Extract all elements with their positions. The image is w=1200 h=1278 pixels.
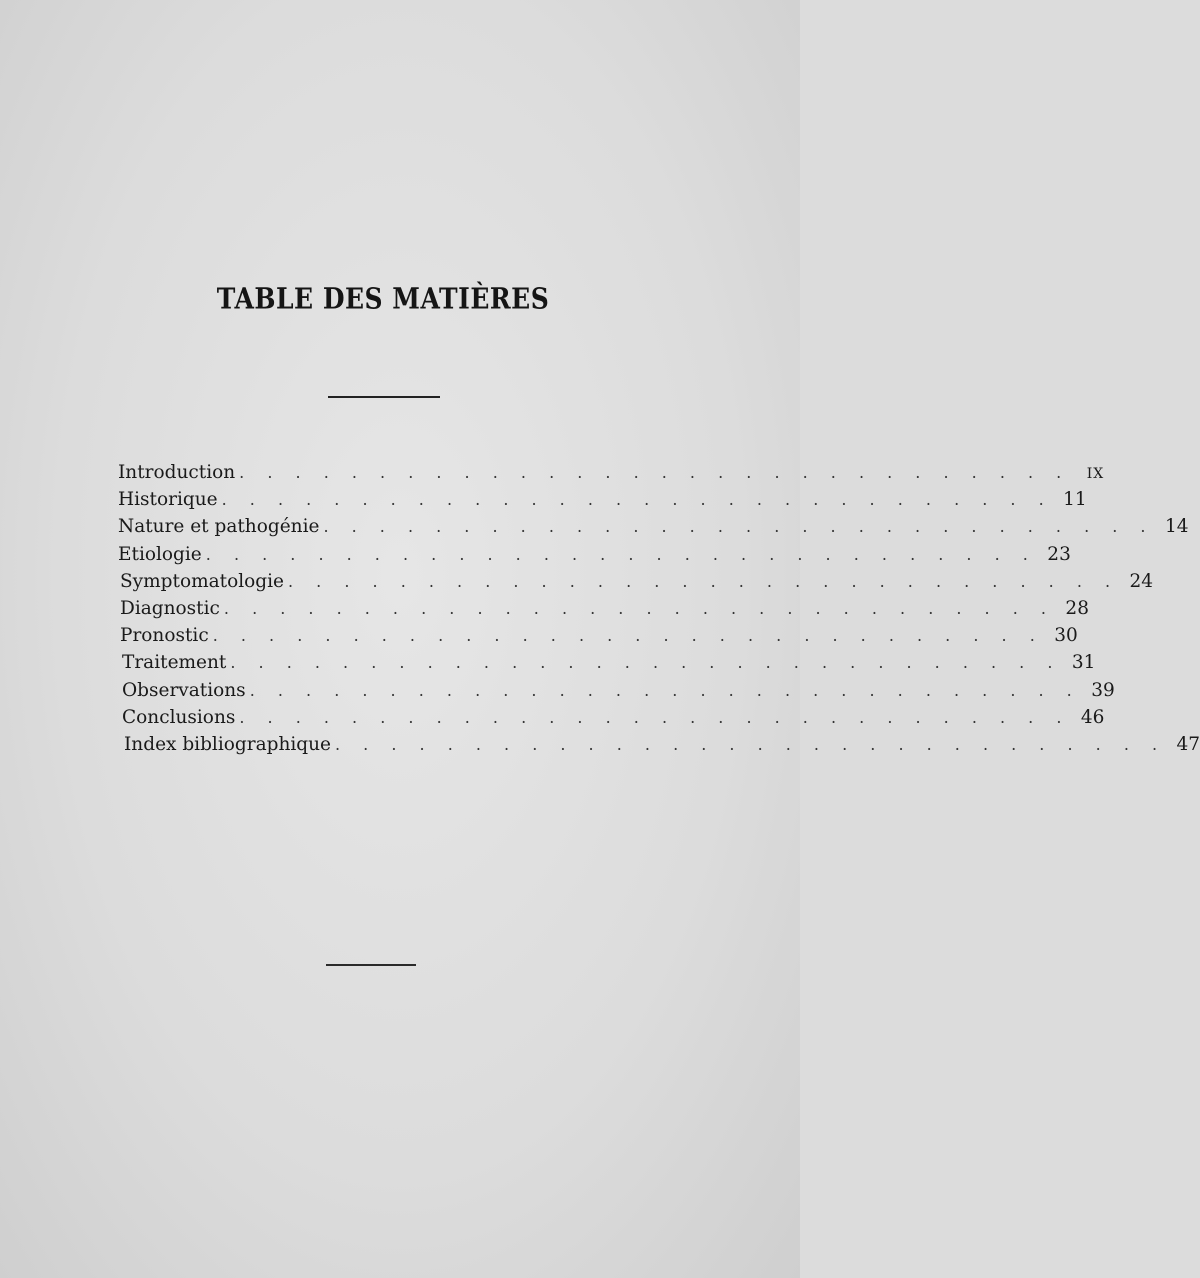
toc-entry-symptomatologie xyxy=(118,570,1154,598)
toc-entry-page: IX xyxy=(1086,466,1105,482)
toc-entry-pronostic xyxy=(118,625,1078,652)
toc-dot-leader: . . . . . . . . . . . . . . . . . . . . . . . . . . . . . . xyxy=(249,680,1081,700)
closing-divider-rule xyxy=(326,964,416,966)
toc-entry-label: Index bibliographique xyxy=(124,733,331,755)
toc-entry-index-bibliographique xyxy=(118,733,1200,761)
toc-entry-label: Introduction xyxy=(118,462,236,483)
toc-entry-page: 24 xyxy=(1129,570,1154,592)
toc-entry-page: 46 xyxy=(1080,706,1105,728)
toc-dot-leader: . . . . . . . . . . . . . . . . . . . . . . . . . . . . . . xyxy=(230,653,1062,673)
toc-entry-label: Symptomatologie xyxy=(120,570,284,592)
table-of-contents xyxy=(118,462,1200,761)
toc-entry-etiologie xyxy=(118,543,1071,571)
toc-entry-page: 47 xyxy=(1176,733,1200,755)
title-divider-rule xyxy=(328,396,440,398)
toc-entry-label: Historique xyxy=(118,489,218,511)
toc-dot-leader: . . . . . . . . . . . . . . . . . . . . . . . . . . . . . . xyxy=(221,490,1053,510)
toc-entry-page: 39 xyxy=(1091,679,1115,701)
toc-dot-leader: . . . . . . . . . . . . . . . . . . . . . . . . . . . . . . xyxy=(239,707,1071,727)
toc-dot-leader: . . . . . . . . . . . . . . . . . . . . . . . . . . . . . . xyxy=(212,626,1044,646)
toc-entry-label: Pronostic xyxy=(120,625,209,647)
toc-entry-label: Traitement xyxy=(122,652,227,674)
toc-entry-page: 30 xyxy=(1054,625,1078,647)
toc-dot-leader: . . . . . . . . . . . . . . . . . . . . . . . . . . . . . . xyxy=(205,544,1037,564)
toc-entry-page: 31 xyxy=(1071,652,1096,674)
toc-entry-observations xyxy=(118,679,1115,707)
toc-entry-page: 23 xyxy=(1047,543,1071,565)
toc-entry-label: Observations xyxy=(122,679,246,701)
toc-entry-label: Etiologie xyxy=(118,543,202,565)
toc-entry-nature-et-pathogenie xyxy=(118,516,1189,543)
toc-entry-diagnostic xyxy=(118,597,1089,625)
toc-dot-leader: . . . . . . . . . . . . . . . . . . . . . . . . . . . . . . xyxy=(288,571,1120,591)
toc-entry-historique xyxy=(118,489,1087,516)
toc-entry-label: Diagnostic xyxy=(120,597,220,619)
toc-entry-page: 28 xyxy=(1065,597,1089,619)
toc-dot-leader: . . . . . . . . . . . . . . . . . . . . . . . . . . . . . . xyxy=(323,517,1155,537)
toc-entry-traitement xyxy=(118,652,1096,679)
toc-entry-conclusions xyxy=(118,706,1105,734)
toc-dot-leader: . . . . . . . . . . . . . . . . . . . . . . . . . . . . . . xyxy=(335,734,1167,754)
toc-entry-label: Nature et pathogénie xyxy=(118,516,320,538)
toc-dot-leader: . . . . . . . . . . . . . . . . . . . . . . . . . . . . . . xyxy=(223,598,1055,618)
page-title: TABLE DES MATIÈRES xyxy=(216,281,550,316)
toc-dot-leader: . . . . . . . . . . . . . . . . . . . . . . . . . . . . . . xyxy=(239,463,1071,482)
toc-entry-introduction xyxy=(118,462,1105,489)
toc-entry-page: 14 xyxy=(1164,516,1189,538)
toc-entry-page: 11 xyxy=(1063,489,1087,511)
toc-entry-label: Conclusions xyxy=(122,706,236,728)
